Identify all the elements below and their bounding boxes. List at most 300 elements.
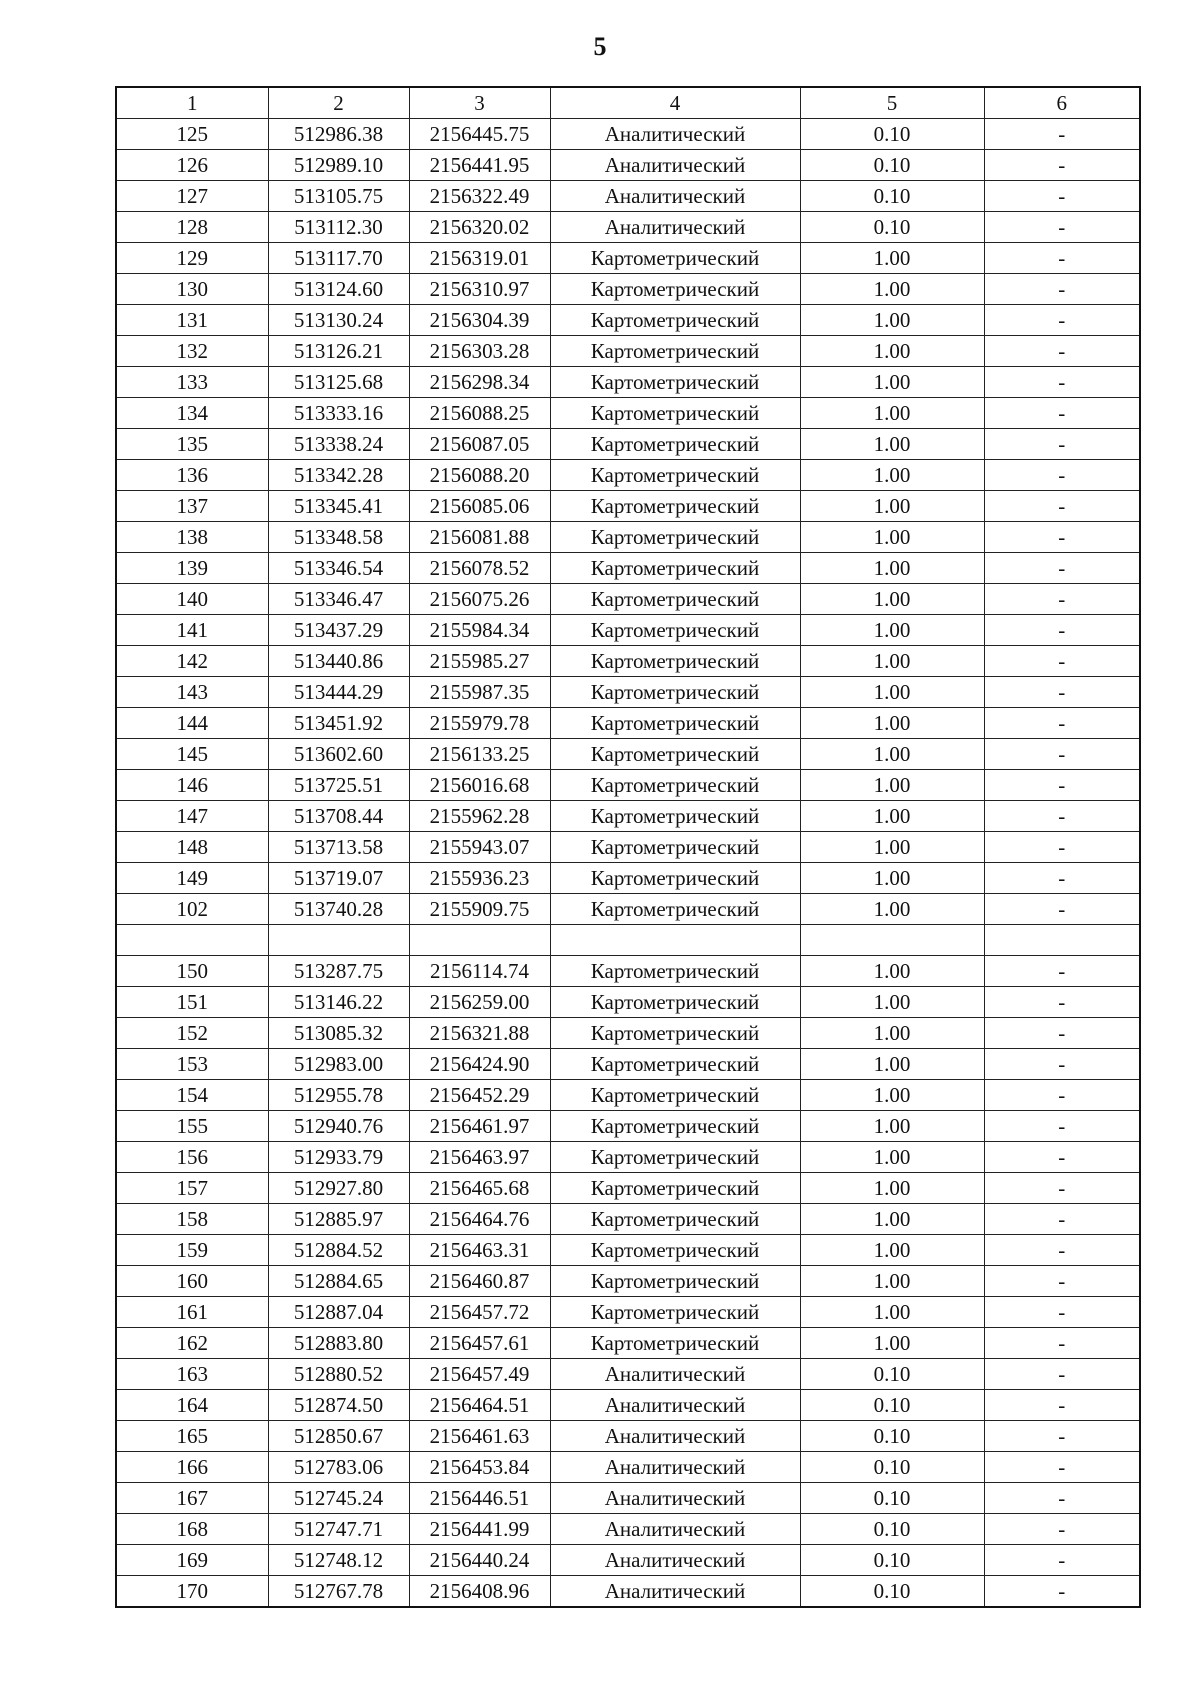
y-coordinate-cell: 2156078.52 (409, 553, 550, 584)
table-row (116, 1328, 1140, 1359)
x-coordinate-cell: 512885.97 (268, 1204, 409, 1235)
accuracy-cell: 0.10 (800, 1421, 984, 1452)
accuracy-cell: 1.00 (800, 801, 984, 832)
note-cell: - (984, 987, 1140, 1018)
point-number-cell: 148 (116, 832, 268, 863)
x-coordinate-cell (268, 925, 409, 956)
note-cell: - (984, 1266, 1140, 1297)
page-number: 5 (593, 32, 607, 61)
method-cell: Аналитический (550, 119, 800, 150)
table-row (116, 1297, 1140, 1328)
point-number-cell: 142 (116, 646, 268, 677)
x-coordinate-cell: 512747.71 (268, 1514, 409, 1545)
method-cell: Картометрический (550, 491, 800, 522)
accuracy-cell: 1.00 (800, 1328, 984, 1359)
table-row (116, 1359, 1140, 1390)
x-coordinate-cell: 512850.67 (268, 1421, 409, 1452)
table-row (116, 553, 1140, 584)
note-cell: - (984, 522, 1140, 553)
method-cell: Картометрический (550, 274, 800, 305)
x-coordinate-cell: 512986.38 (268, 119, 409, 150)
table-row (116, 1545, 1140, 1576)
method-cell: Картометрический (550, 1080, 800, 1111)
accuracy-cell: 1.00 (800, 336, 984, 367)
column-header: 3 (409, 87, 550, 119)
point-number-cell: 159 (116, 1235, 268, 1266)
method-cell: Аналитический (550, 1483, 800, 1514)
point-number-cell: 167 (116, 1483, 268, 1514)
x-coordinate-cell: 512983.00 (268, 1049, 409, 1080)
accuracy-cell: 1.00 (800, 739, 984, 770)
method-cell: Картометрический (550, 677, 800, 708)
table-row (116, 770, 1140, 801)
y-coordinate-cell: 2156452.29 (409, 1080, 550, 1111)
table-row (116, 336, 1140, 367)
note-cell: - (984, 956, 1140, 987)
table-row (116, 212, 1140, 243)
accuracy-cell: 1.00 (800, 1111, 984, 1142)
y-coordinate-cell: 2156081.88 (409, 522, 550, 553)
method-cell: Картометрический (550, 1204, 800, 1235)
x-coordinate-cell: 512887.04 (268, 1297, 409, 1328)
table-row (116, 739, 1140, 770)
note-cell: - (984, 1235, 1140, 1266)
method-cell: Картометрический (550, 553, 800, 584)
y-coordinate-cell: 2156085.06 (409, 491, 550, 522)
method-cell: Аналитический (550, 150, 800, 181)
table-row (116, 460, 1140, 491)
point-number-cell: 134 (116, 398, 268, 429)
note-cell: - (984, 150, 1140, 181)
method-cell: Картометрический (550, 522, 800, 553)
point-number-cell: 131 (116, 305, 268, 336)
accuracy-cell: 1.00 (800, 584, 984, 615)
method-cell: Картометрический (550, 1049, 800, 1080)
note-cell: - (984, 646, 1140, 677)
point-number-cell: 136 (116, 460, 268, 491)
method-cell: Картометрический (550, 305, 800, 336)
table-row (116, 584, 1140, 615)
x-coordinate-cell: 512989.10 (268, 150, 409, 181)
accuracy-cell: 1.00 (800, 1049, 984, 1080)
point-number-cell: 158 (116, 1204, 268, 1235)
table-row (116, 1452, 1140, 1483)
x-coordinate-cell: 513345.41 (268, 491, 409, 522)
accuracy-cell: 1.00 (800, 894, 984, 925)
accuracy-cell: 0.10 (800, 1483, 984, 1514)
point-number-cell: 149 (116, 863, 268, 894)
accuracy-cell: 1.00 (800, 305, 984, 336)
x-coordinate-cell: 513105.75 (268, 181, 409, 212)
y-coordinate-cell: 2156441.95 (409, 150, 550, 181)
y-coordinate-cell: 2156319.01 (409, 243, 550, 274)
y-coordinate-cell: 2156114.74 (409, 956, 550, 987)
method-cell: Картометрический (550, 584, 800, 615)
point-number-cell: 132 (116, 336, 268, 367)
method-cell: Аналитический (550, 212, 800, 243)
table-row (116, 987, 1140, 1018)
point-number-cell (116, 925, 268, 956)
accuracy-cell: 1.00 (800, 553, 984, 584)
x-coordinate-cell: 512748.12 (268, 1545, 409, 1576)
x-coordinate-cell: 513346.54 (268, 553, 409, 584)
note-cell: - (984, 1328, 1140, 1359)
x-coordinate-cell: 512783.06 (268, 1452, 409, 1483)
method-cell: Аналитический (550, 1514, 800, 1545)
accuracy-cell: 0.10 (800, 1545, 984, 1576)
accuracy-cell: 1.00 (800, 274, 984, 305)
note-cell: - (984, 1080, 1140, 1111)
y-coordinate-cell: 2156453.84 (409, 1452, 550, 1483)
x-coordinate-cell: 513085.32 (268, 1018, 409, 1049)
note-cell: - (984, 398, 1140, 429)
accuracy-cell: 1.00 (800, 1080, 984, 1111)
point-number-cell: 140 (116, 584, 268, 615)
y-coordinate-cell: 2156298.34 (409, 367, 550, 398)
note-cell: - (984, 460, 1140, 491)
point-number-cell: 139 (116, 553, 268, 584)
y-coordinate-cell: 2156440.24 (409, 1545, 550, 1576)
method-cell: Картометрический (550, 646, 800, 677)
point-number-cell: 168 (116, 1514, 268, 1545)
note-cell (984, 925, 1140, 956)
note-cell: - (984, 1390, 1140, 1421)
method-cell: Аналитический (550, 1359, 800, 1390)
table-row (116, 398, 1140, 429)
table-row (116, 956, 1140, 987)
accuracy-cell: 1.00 (800, 460, 984, 491)
accuracy-cell: 1.00 (800, 615, 984, 646)
y-coordinate-cell: 2156016.68 (409, 770, 550, 801)
method-cell: Картометрический (550, 863, 800, 894)
y-coordinate-cell: 2156457.49 (409, 1359, 550, 1390)
y-coordinate-cell: 2156088.25 (409, 398, 550, 429)
note-cell: - (984, 181, 1140, 212)
y-coordinate-cell: 2156424.90 (409, 1049, 550, 1080)
accuracy-cell: 1.00 (800, 429, 984, 460)
accuracy-cell: 1.00 (800, 832, 984, 863)
table-row (116, 522, 1140, 553)
point-number-cell: 166 (116, 1452, 268, 1483)
method-cell: Картометрический (550, 367, 800, 398)
table-row (116, 1235, 1140, 1266)
point-number-cell: 156 (116, 1142, 268, 1173)
accuracy-cell: 1.00 (800, 367, 984, 398)
accuracy-cell: 1.00 (800, 398, 984, 429)
x-coordinate-cell: 512955.78 (268, 1080, 409, 1111)
point-number-cell: 151 (116, 987, 268, 1018)
table-row (116, 832, 1140, 863)
note-cell: - (984, 119, 1140, 150)
accuracy-cell: 0.10 (800, 212, 984, 243)
method-cell: Аналитический (550, 1452, 800, 1483)
point-number-cell: 147 (116, 801, 268, 832)
table-row (116, 243, 1140, 274)
x-coordinate-cell: 513719.07 (268, 863, 409, 894)
method-cell: Картометрический (550, 1266, 800, 1297)
point-number-cell: 157 (116, 1173, 268, 1204)
method-cell: Аналитический (550, 181, 800, 212)
y-coordinate-cell: 2156457.61 (409, 1328, 550, 1359)
note-cell: - (984, 1142, 1140, 1173)
table-row (116, 708, 1140, 739)
table-row (116, 1266, 1140, 1297)
table-row (116, 1049, 1140, 1080)
note-cell: - (984, 801, 1140, 832)
point-number-cell: 153 (116, 1049, 268, 1080)
table-row (116, 615, 1140, 646)
point-number-cell: 127 (116, 181, 268, 212)
table-row (116, 1142, 1140, 1173)
method-cell: Картометрический (550, 708, 800, 739)
accuracy-cell: 1.00 (800, 708, 984, 739)
note-cell: - (984, 1173, 1140, 1204)
method-cell: Картометрический (550, 460, 800, 491)
point-number-cell: 145 (116, 739, 268, 770)
x-coordinate-cell: 513602.60 (268, 739, 409, 770)
y-coordinate-cell: 2156087.05 (409, 429, 550, 460)
note-cell: - (984, 708, 1140, 739)
accuracy-cell: 1.00 (800, 987, 984, 1018)
point-number-cell: 169 (116, 1545, 268, 1576)
y-coordinate-cell: 2156441.99 (409, 1514, 550, 1545)
x-coordinate-cell: 513124.60 (268, 274, 409, 305)
table-row (116, 181, 1140, 212)
method-cell: Картометрический (550, 243, 800, 274)
x-coordinate-cell: 513146.22 (268, 987, 409, 1018)
method-cell: Картометрический (550, 1018, 800, 1049)
accuracy-cell: 1.00 (800, 956, 984, 987)
note-cell: - (984, 305, 1140, 336)
method-cell: Картометрический (550, 801, 800, 832)
method-cell: Картометрический (550, 615, 800, 646)
note-cell: - (984, 832, 1140, 863)
note-cell: - (984, 770, 1140, 801)
y-coordinate-cell: 2156322.49 (409, 181, 550, 212)
point-number-cell: 164 (116, 1390, 268, 1421)
column-header: 1 (116, 87, 268, 119)
x-coordinate-cell: 512874.50 (268, 1390, 409, 1421)
x-coordinate-cell: 512745.24 (268, 1483, 409, 1514)
accuracy-cell: 1.00 (800, 677, 984, 708)
method-cell: Картометрический (550, 1111, 800, 1142)
x-coordinate-cell: 512933.79 (268, 1142, 409, 1173)
accuracy-cell: 0.10 (800, 181, 984, 212)
accuracy-cell: 0.10 (800, 1576, 984, 1608)
accuracy-cell: 1.00 (800, 1235, 984, 1266)
y-coordinate-cell: 2156321.88 (409, 1018, 550, 1049)
note-cell: - (984, 1545, 1140, 1576)
point-number-cell: 102 (116, 894, 268, 925)
y-coordinate-cell: 2156310.97 (409, 274, 550, 305)
accuracy-cell: 1.00 (800, 770, 984, 801)
x-coordinate-cell: 513444.29 (268, 677, 409, 708)
y-coordinate-cell: 2156460.87 (409, 1266, 550, 1297)
x-coordinate-cell: 513112.30 (268, 212, 409, 243)
y-coordinate-cell: 2156464.76 (409, 1204, 550, 1235)
note-cell: - (984, 739, 1140, 770)
table-row (116, 1204, 1140, 1235)
point-number-cell: 160 (116, 1266, 268, 1297)
method-cell: Картометрический (550, 832, 800, 863)
point-number-cell: 150 (116, 956, 268, 987)
y-coordinate-cell: 2156461.97 (409, 1111, 550, 1142)
y-coordinate-cell (409, 925, 550, 956)
note-cell: - (984, 553, 1140, 584)
table-row (116, 150, 1140, 181)
y-coordinate-cell: 2156445.75 (409, 119, 550, 150)
point-number-cell: 133 (116, 367, 268, 398)
y-coordinate-cell: 2156304.39 (409, 305, 550, 336)
x-coordinate-cell: 512767.78 (268, 1576, 409, 1608)
point-number-cell: 130 (116, 274, 268, 305)
y-coordinate-cell: 2156463.31 (409, 1235, 550, 1266)
point-number-cell: 161 (116, 1297, 268, 1328)
accuracy-cell: 1.00 (800, 863, 984, 894)
y-coordinate-cell: 2156320.02 (409, 212, 550, 243)
x-coordinate-cell: 513725.51 (268, 770, 409, 801)
table-row (116, 1576, 1140, 1608)
point-number-cell: 143 (116, 677, 268, 708)
point-number-cell: 137 (116, 491, 268, 522)
accuracy-cell: 0.10 (800, 1359, 984, 1390)
table-row (116, 305, 1140, 336)
accuracy-cell: 0.10 (800, 1452, 984, 1483)
point-number-cell: 162 (116, 1328, 268, 1359)
y-coordinate-cell: 2156457.72 (409, 1297, 550, 1328)
y-coordinate-cell: 2155985.27 (409, 646, 550, 677)
x-coordinate-cell: 513713.58 (268, 832, 409, 863)
x-coordinate-cell: 513437.29 (268, 615, 409, 646)
point-number-cell: 138 (116, 522, 268, 553)
x-coordinate-cell: 512884.52 (268, 1235, 409, 1266)
y-coordinate-cell: 2155979.78 (409, 708, 550, 739)
table-row (116, 801, 1140, 832)
accuracy-cell: 1.00 (800, 243, 984, 274)
point-number-cell: 126 (116, 150, 268, 181)
y-coordinate-cell: 2155987.35 (409, 677, 550, 708)
table-row (116, 925, 1140, 956)
x-coordinate-cell: 512880.52 (268, 1359, 409, 1390)
table-header-row (116, 87, 1140, 119)
y-coordinate-cell: 2155984.34 (409, 615, 550, 646)
note-cell: - (984, 1452, 1140, 1483)
point-number-cell: 129 (116, 243, 268, 274)
note-cell: - (984, 274, 1140, 305)
y-coordinate-cell: 2156408.96 (409, 1576, 550, 1608)
note-cell: - (984, 894, 1140, 925)
y-coordinate-cell: 2156303.28 (409, 336, 550, 367)
x-coordinate-cell: 513333.16 (268, 398, 409, 429)
y-coordinate-cell: 2155962.28 (409, 801, 550, 832)
table-row (116, 863, 1140, 894)
note-cell: - (984, 1297, 1140, 1328)
x-coordinate-cell: 513342.28 (268, 460, 409, 491)
accuracy-cell: 1.00 (800, 1266, 984, 1297)
point-number-cell: 155 (116, 1111, 268, 1142)
table-row (116, 677, 1140, 708)
y-coordinate-cell: 2156259.00 (409, 987, 550, 1018)
x-coordinate-cell: 513346.47 (268, 584, 409, 615)
note-cell: - (984, 336, 1140, 367)
point-number-cell: 141 (116, 615, 268, 646)
point-number-cell: 165 (116, 1421, 268, 1452)
note-cell: - (984, 1483, 1140, 1514)
accuracy-cell: 1.00 (800, 491, 984, 522)
method-cell: Картометрический (550, 1328, 800, 1359)
method-cell: Картометрический (550, 739, 800, 770)
note-cell: - (984, 491, 1140, 522)
table-row (116, 1111, 1140, 1142)
table-row (116, 894, 1140, 925)
method-cell: Аналитический (550, 1421, 800, 1452)
note-cell: - (984, 429, 1140, 460)
y-coordinate-cell: 2156133.25 (409, 739, 550, 770)
point-number-cell: 128 (116, 212, 268, 243)
note-cell: - (984, 1111, 1140, 1142)
note-cell: - (984, 863, 1140, 894)
method-cell: Картометрический (550, 1142, 800, 1173)
x-coordinate-cell: 513287.75 (268, 956, 409, 987)
y-coordinate-cell: 2156465.68 (409, 1173, 550, 1204)
note-cell: - (984, 1359, 1140, 1390)
accuracy-cell: 0.10 (800, 1390, 984, 1421)
y-coordinate-cell: 2155936.23 (409, 863, 550, 894)
accuracy-cell: 0.10 (800, 1514, 984, 1545)
method-cell (550, 925, 800, 956)
accuracy-cell: 1.00 (800, 1142, 984, 1173)
accuracy-cell: 1.00 (800, 1173, 984, 1204)
accuracy-cell: 1.00 (800, 646, 984, 677)
x-coordinate-cell: 512940.76 (268, 1111, 409, 1142)
accuracy-cell: 1.00 (800, 522, 984, 553)
note-cell: - (984, 243, 1140, 274)
method-cell: Аналитический (550, 1545, 800, 1576)
point-number-cell: 163 (116, 1359, 268, 1390)
accuracy-cell (800, 925, 984, 956)
coordinates-table (115, 86, 1141, 1608)
method-cell: Аналитический (550, 1576, 800, 1608)
y-coordinate-cell: 2155909.75 (409, 894, 550, 925)
accuracy-cell: 1.00 (800, 1018, 984, 1049)
x-coordinate-cell: 513708.44 (268, 801, 409, 832)
method-cell: Картометрический (550, 987, 800, 1018)
note-cell: - (984, 677, 1140, 708)
note-cell: - (984, 1049, 1140, 1080)
x-coordinate-cell: 513125.68 (268, 367, 409, 398)
x-coordinate-cell: 513348.58 (268, 522, 409, 553)
table-row (116, 367, 1140, 398)
column-header: 4 (550, 87, 800, 119)
table-row (116, 1483, 1140, 1514)
x-coordinate-cell: 512884.65 (268, 1266, 409, 1297)
accuracy-cell: 1.00 (800, 1204, 984, 1235)
x-coordinate-cell: 513117.70 (268, 243, 409, 274)
table-row (116, 491, 1140, 522)
note-cell: - (984, 584, 1140, 615)
note-cell: - (984, 367, 1140, 398)
table-row (116, 1018, 1140, 1049)
accuracy-cell: 1.00 (800, 1297, 984, 1328)
y-coordinate-cell: 2156446.51 (409, 1483, 550, 1514)
table-body (116, 87, 1140, 1607)
y-coordinate-cell: 2156463.97 (409, 1142, 550, 1173)
note-cell: - (984, 615, 1140, 646)
x-coordinate-cell: 512927.80 (268, 1173, 409, 1204)
method-cell: Картометрический (550, 770, 800, 801)
note-cell: - (984, 212, 1140, 243)
y-coordinate-cell: 2156075.26 (409, 584, 550, 615)
